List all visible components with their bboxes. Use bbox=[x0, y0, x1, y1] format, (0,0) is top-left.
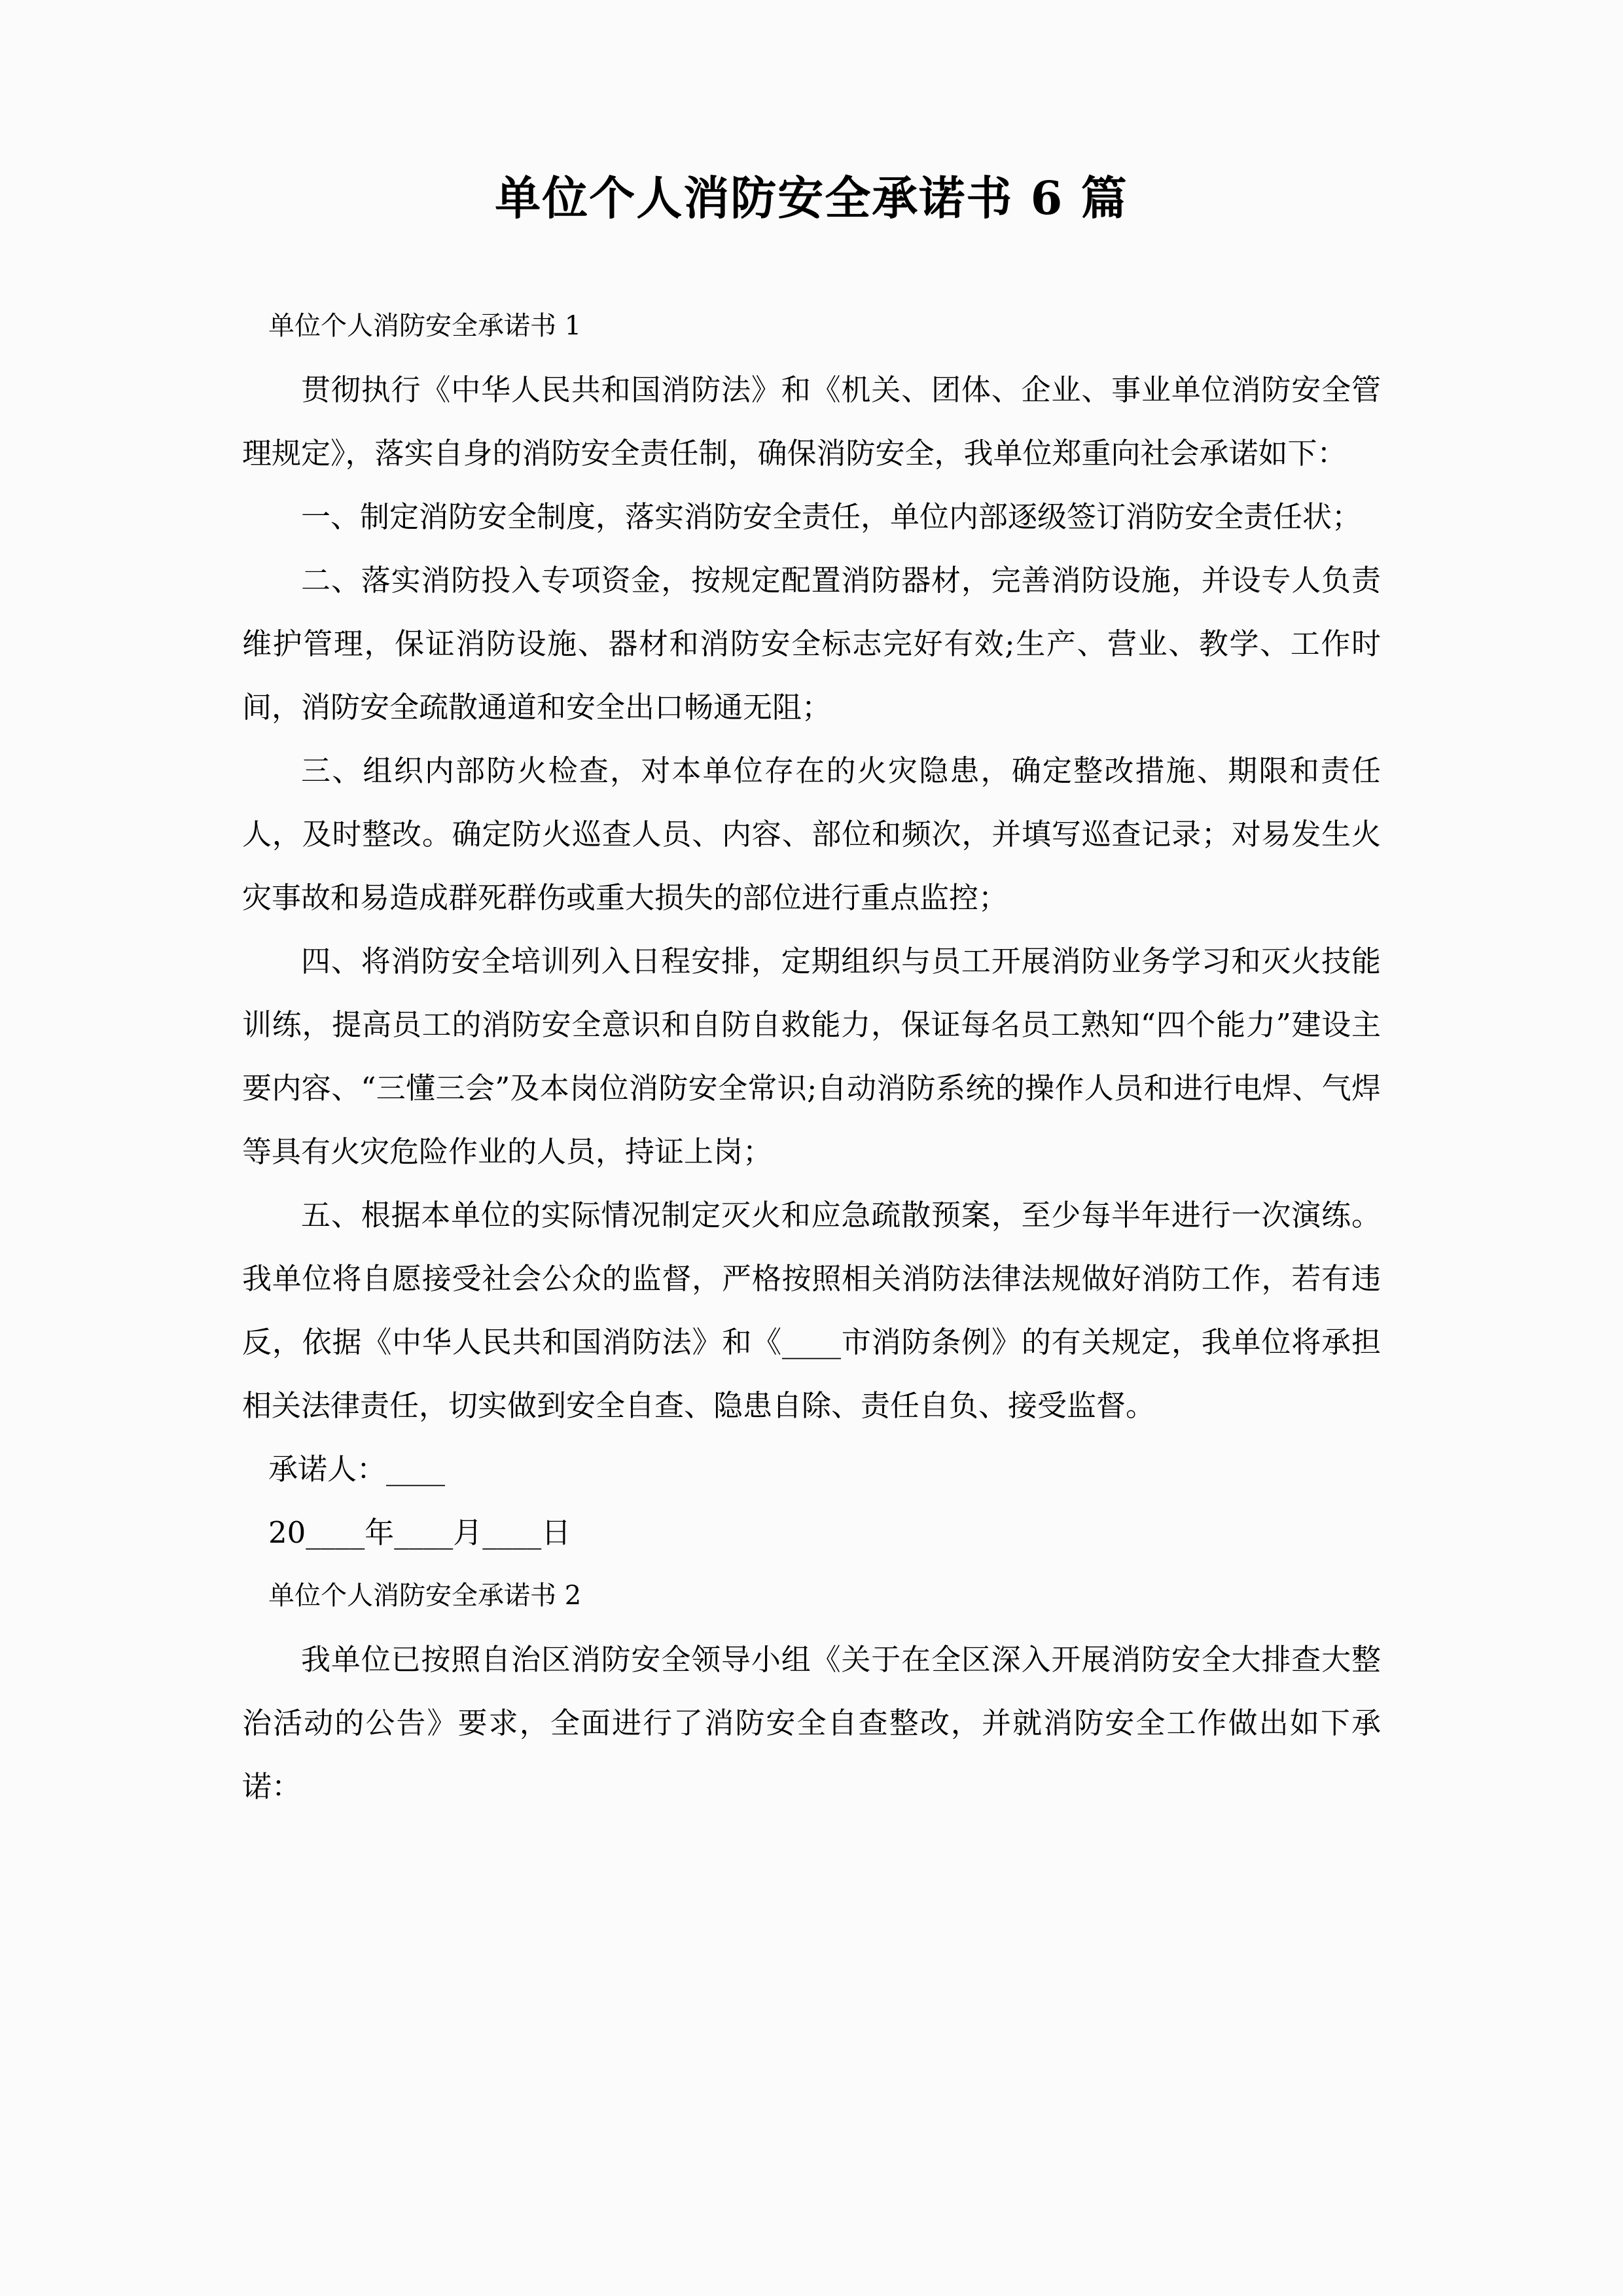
body-paragraph: 五、根据本单位的实际情况制定灭火和应急疏散预案，至少每半年进行一次演练。我单位将自愿接受社会公众的监督，严格按照相关消防法律法规做好消防工作，若有违反，依据《中华人民共和国消防法》和《____市消防条例》的有关规定，我单位将承担相关法律责任，切实做到安全自查、隐患自除、责任自负、接受监督。 bbox=[242, 1198, 1381, 1423]
body-paragraph: 我单位已按照自治区消防安全领导小组《关于在全区深入开展消防安全大排查大整治活动的公告》要求，全面进行了消防安全自查整改，并就消防安全工作做出如下承诺： bbox=[242, 1642, 1381, 1804]
body-paragraph: 贯彻执行《中华人民共和国消防法》和《机关、团体、企业、事业单位消防安全管理规定》，落实自身的消防安全责任制，确保消防安全，我单位郑重向社会承诺如下： bbox=[242, 372, 1381, 471]
signature-line: 承诺人：____ bbox=[268, 1452, 446, 1486]
document-body bbox=[242, 295, 1381, 1818]
page-title: 单位个人消防安全承诺书 6 篇 bbox=[495, 171, 1128, 225]
body-paragraph: 一、制定消防安全制度，落实消防安全责任，单位内部逐级签订消防安全责任状； bbox=[301, 499, 1362, 534]
body-paragraph: 二、落实消防投入专项资金，按规定配置消防器材，完善消防设施，并设专人负责维护管理，保证消防设施、器材和消防安全标志完好有效;生产、营业、教学、工作时间，消防安全疏散通道和安全出口畅通无阻； bbox=[242, 563, 1381, 725]
body-paragraph: 四、将消防安全培训列入日程安排，定期组织与员工开展消防业务学习和灭火技能训练，提高员工的消防安全意识和自防自救能力，保证每名员工熟知“四个能力”建设主要内容、“三懂三会”及本岗位消防安全常识;自动消防系统的操作人员和进行电焊、气焊等具有火灾危险作业的人员，持证上岗； bbox=[242, 944, 1381, 1169]
section-heading: 单位个人消防安全承诺书 2 bbox=[268, 1581, 582, 1611]
section-heading: 单位个人消防安全承诺书 1 bbox=[268, 311, 582, 341]
body-paragraph: 三、组织内部防火检查，对本单位存在的火灾隐患，确定整改措施、期限和责任人，及时整改。确定防火巡查人员、内容、部位和频次，并填写巡查记录；对易发生火灾事故和易造成群死群伤或重大损失的部位进行重点监控； bbox=[242, 753, 1381, 915]
signature-line: 20____年____月____日 bbox=[268, 1515, 571, 1550]
